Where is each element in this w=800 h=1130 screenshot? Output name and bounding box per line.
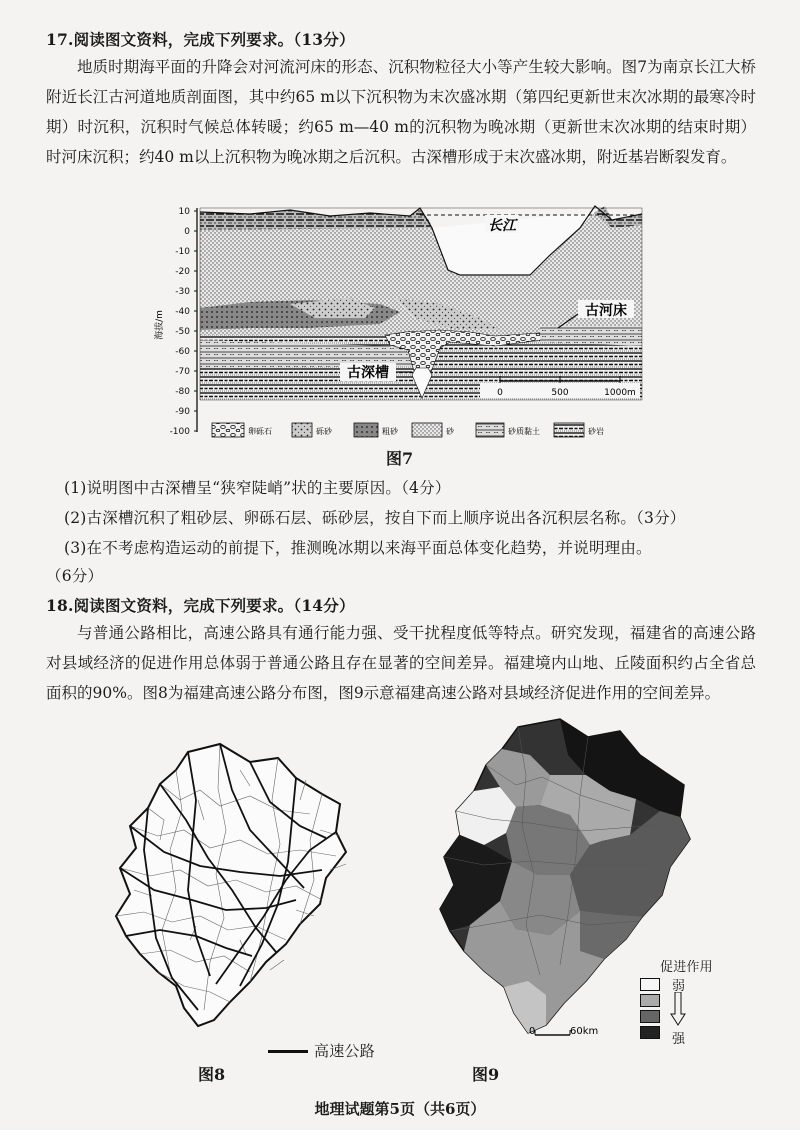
legend-pebble: 卵砾石 bbox=[248, 427, 272, 436]
legend-class-4 bbox=[640, 1026, 660, 1039]
legend-gravel-sand: 砾砂 bbox=[316, 427, 332, 436]
y-tick: 10 bbox=[178, 207, 190, 217]
scale-end: 1000m bbox=[604, 388, 636, 398]
promotion-legend-title: 促进作用 bbox=[660, 960, 713, 975]
q17-sub3: (3)在不考虑构造运动的前提下，推测晚冰期以来海平面总体变化趋势，并说明理由。 bbox=[64, 539, 652, 557]
label-river: 长江 bbox=[488, 218, 516, 234]
weak-to-strong-arrow bbox=[670, 992, 686, 1026]
y-tick: -30 bbox=[175, 287, 190, 297]
legend-sandstone: 砂岩 bbox=[588, 427, 604, 436]
q17-intro: 地质时期海平面的升降会对河流河床的形态、沉积物粒径大小等产生较大影响。图7为南京长江大桥附近长江古河道地质剖面图，其中约65 m以下沉积物为末次盛冰期（第四纪更新世末次冰期的最寒冷时期）时沉积，沉积时气候总体转暖；约65 m—40 m的沉积物为晚冰期（更新世末次冰期的结束时期）时河床沉积；约40 m以上沉积物为晚冰期之后沉积。古深槽形成于末次盛冰期，附近基岩断裂发育。 bbox=[46, 58, 756, 166]
page-footer: 地理试题第5页（共6页） bbox=[314, 1100, 486, 1118]
q18-title: 18.阅读图文资料，完成下列要求。（14分） bbox=[46, 596, 355, 615]
top-clay-layer bbox=[200, 208, 432, 230]
y-tick: -80 bbox=[175, 387, 190, 397]
scale-zero: 0 bbox=[497, 388, 503, 398]
figure-9-caption: 图9 bbox=[472, 1065, 500, 1084]
y-tick: -90 bbox=[175, 407, 190, 417]
q17-sub1: (1)说明图中古深槽呈“狭窄陡峭”状的主要原因。（4分） bbox=[64, 479, 451, 497]
legend-class-1 bbox=[640, 978, 660, 991]
label-deep-trough: 古深槽 bbox=[347, 365, 389, 381]
legend-coarse-sand: 粗砂 bbox=[382, 427, 398, 436]
scale-mid: 500 bbox=[551, 388, 569, 398]
legend-weak-label: 弱 bbox=[672, 979, 686, 994]
legend-class-3 bbox=[640, 1010, 660, 1023]
q17-title: 17.阅读图文资料，完成下列要求。（13分） bbox=[46, 30, 355, 49]
expressway-legend-label: 高速公路 bbox=[314, 1042, 375, 1060]
y-tick: -50 bbox=[175, 327, 190, 337]
y-tick: -60 bbox=[175, 347, 190, 357]
region-medium-southeast bbox=[580, 911, 642, 959]
y-axis-label: 海拔/m bbox=[155, 310, 165, 340]
legend bbox=[212, 423, 604, 437]
legend-strong-label: 强 bbox=[672, 1032, 686, 1047]
figure-7-profile bbox=[150, 200, 660, 450]
legend-sandy-clay: 砂质黏土 bbox=[508, 427, 540, 436]
figure-8-expressway-map bbox=[100, 740, 370, 1040]
y-tick: -10 bbox=[175, 247, 190, 257]
expressway-legend-symbol bbox=[268, 1050, 308, 1053]
scale-9-zero: 0 bbox=[529, 1026, 536, 1037]
q18-intro: 与普通公路相比，高速公路具有通行能力强、受干扰程度低等特点。研究发现，福建省的高速公路对县域经济的促进作用总体弱于普通公路且存在显著的空间差异。福建境内山地、丘陵面积约占全省总面积的90%。图8为福建高速公路分布图，图9示意福建高速公路对县域经济促进作用的空间差异。 bbox=[46, 624, 756, 702]
figure-7-caption: 图7 bbox=[386, 449, 414, 468]
scale-9-end: 60km bbox=[570, 1026, 599, 1037]
y-tick: 0 bbox=[184, 227, 190, 237]
label-old-channel: 古河床 bbox=[585, 303, 627, 319]
y-tick: -70 bbox=[175, 367, 190, 377]
legend-sand: 砂 bbox=[446, 427, 454, 436]
q17-sub3-score: （6分） bbox=[46, 567, 104, 585]
y-tick: -20 bbox=[175, 267, 190, 277]
legend-class-2 bbox=[640, 994, 660, 1007]
y-tick: -40 bbox=[175, 307, 190, 317]
q17-sub2: (2)古深槽沉积了粗砂层、卵砾石层、砾砂层，按自下而上顺序说出各沉积层名称。（3分） bbox=[64, 509, 686, 527]
figure-8-caption: 图8 bbox=[198, 1065, 226, 1084]
y-tick: -100 bbox=[169, 427, 190, 437]
